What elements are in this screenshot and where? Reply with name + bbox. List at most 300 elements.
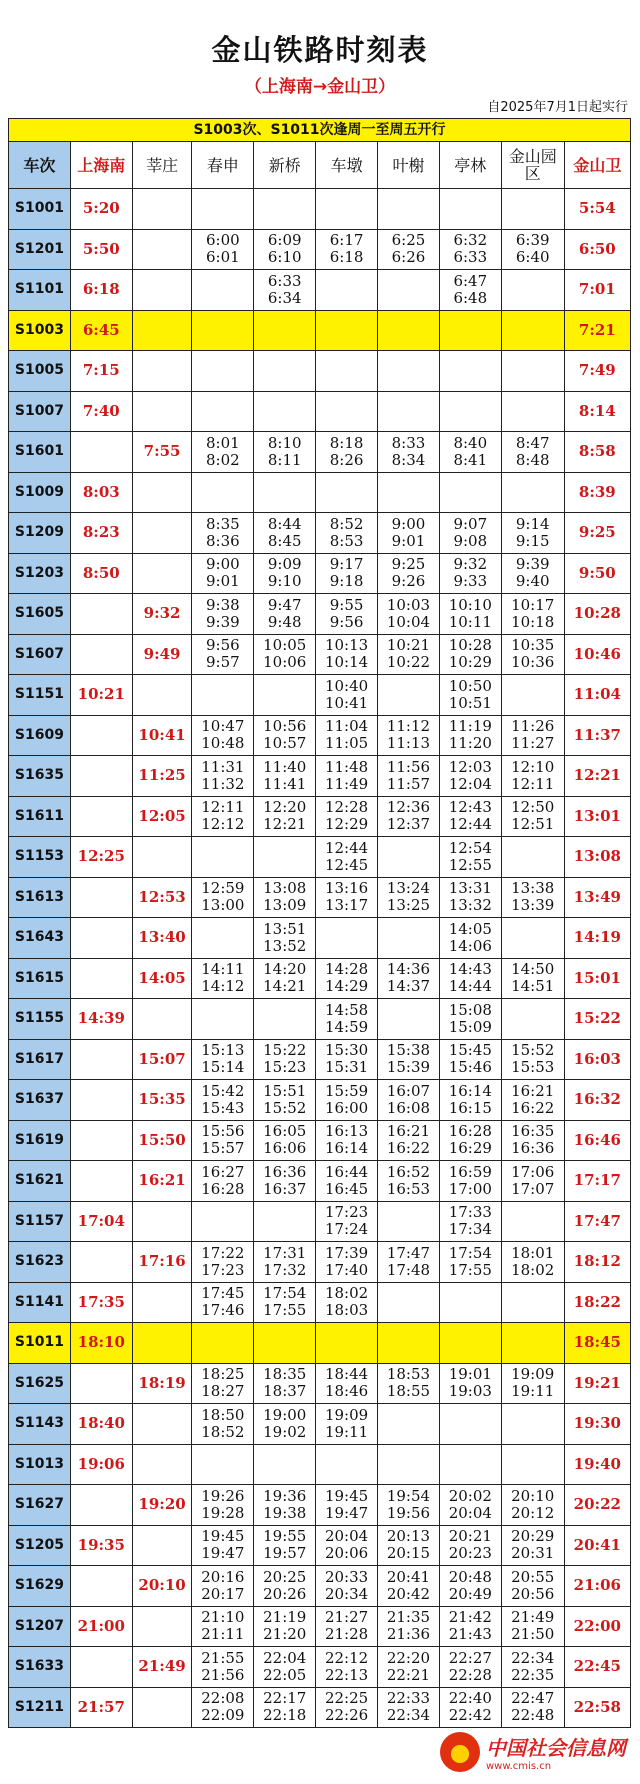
table-row [9, 999, 631, 1040]
table-row [9, 270, 631, 311]
time-cell: 12:03 12:04 [439, 756, 501, 797]
table-row [9, 229, 631, 270]
time-cell: 19:09 19:11 [316, 1404, 378, 1445]
time-cell: 9:17 9:18 [316, 553, 378, 594]
time-cell: 14:43 14:44 [439, 958, 501, 999]
time-cell: 11:25 [132, 756, 192, 797]
time-cell [316, 270, 378, 311]
time-cell: 10:13 10:14 [316, 634, 378, 675]
time-cell: 15:42 15:43 [192, 1080, 254, 1121]
time-cell [132, 391, 192, 432]
train-number: S1153 [9, 837, 71, 878]
time-cell: 12:54 12:55 [439, 837, 501, 878]
time-cell: 8:18 8:26 [316, 432, 378, 473]
time-cell: 11:31 11:32 [192, 756, 254, 797]
time-cell: 19:54 19:56 [378, 1485, 440, 1526]
time-cell [439, 189, 501, 230]
time-cell [501, 1323, 564, 1364]
table-row [9, 391, 631, 432]
time-cell: 21:49 21:50 [501, 1606, 564, 1647]
time-cell: 15:01 [564, 958, 630, 999]
time-cell: 13:38 13:39 [501, 877, 564, 918]
time-cell: 15:45 15:46 [439, 1039, 501, 1080]
table-row [9, 472, 631, 513]
time-cell: 20:29 20:31 [501, 1525, 564, 1566]
time-cell: 15:38 15:39 [378, 1039, 440, 1080]
time-cell: 9:00 9:01 [192, 553, 254, 594]
table-row [9, 1120, 631, 1161]
time-cell: 10:56 10:57 [254, 715, 316, 756]
time-cell [192, 351, 254, 392]
time-cell: 8:58 [564, 432, 630, 473]
time-cell: 17:31 17:32 [254, 1242, 316, 1283]
table-row [9, 1282, 631, 1323]
time-cell [501, 310, 564, 351]
table-row [9, 189, 631, 230]
time-cell [501, 837, 564, 878]
time-cell: 8:40 8:41 [439, 432, 501, 473]
time-cell [254, 351, 316, 392]
time-cell [254, 310, 316, 351]
time-cell [70, 1039, 132, 1080]
time-cell: 14:05 14:06 [439, 918, 501, 959]
time-cell [501, 391, 564, 432]
time-cell [132, 999, 192, 1040]
time-cell [316, 1323, 378, 1364]
time-cell: 14:58 14:59 [316, 999, 378, 1040]
time-cell [501, 1444, 564, 1485]
time-cell: 15:22 15:23 [254, 1039, 316, 1080]
train-number: S1201 [9, 229, 71, 270]
time-cell: 12:10 12:11 [501, 756, 564, 797]
time-cell: 13:31 13:32 [439, 877, 501, 918]
time-cell [192, 1444, 254, 1485]
time-cell: 19:06 [70, 1444, 132, 1485]
effective-date: 自2025年7月1日起实行 [487, 100, 628, 115]
time-cell: 8:47 8:48 [501, 432, 564, 473]
time-cell: 15:56 15:57 [192, 1120, 254, 1161]
time-cell: 22:27 22:28 [439, 1647, 501, 1688]
time-cell: 10:28 10:29 [439, 634, 501, 675]
table-row [9, 1363, 631, 1404]
time-cell: 5:50 [70, 229, 132, 270]
time-cell [316, 472, 378, 513]
time-cell [501, 1404, 564, 1445]
time-cell: 10:05 10:06 [254, 634, 316, 675]
time-cell: 17:54 17:55 [254, 1282, 316, 1323]
train-number: S1155 [9, 999, 71, 1040]
time-cell: 8:01 8:02 [192, 432, 254, 473]
table-row [9, 594, 631, 635]
time-cell: 22:34 22:35 [501, 1647, 564, 1688]
time-cell [439, 1404, 501, 1445]
time-cell: 9:56 9:57 [192, 634, 254, 675]
time-cell: 20:48 20:49 [439, 1566, 501, 1607]
time-cell: 15:50 [132, 1120, 192, 1161]
time-cell [378, 1323, 440, 1364]
time-cell: 18:25 18:27 [192, 1363, 254, 1404]
time-cell: 17:17 [564, 1161, 630, 1202]
time-cell: 17:47 17:48 [378, 1242, 440, 1283]
time-cell: 21:49 [132, 1647, 192, 1688]
time-cell: 19:30 [564, 1404, 630, 1445]
time-cell: 7:40 [70, 391, 132, 432]
time-cell: 14:36 14:37 [378, 958, 440, 999]
time-cell [501, 675, 564, 716]
time-cell: 13:08 13:09 [254, 877, 316, 918]
time-cell: 6:32 6:33 [439, 229, 501, 270]
time-cell: 19:01 19:03 [439, 1363, 501, 1404]
table-row [9, 310, 631, 351]
header-cell: 金山卫 [564, 142, 630, 189]
train-number: S1013 [9, 1444, 71, 1485]
train-number: S1205 [9, 1525, 71, 1566]
time-cell: 13:24 13:25 [378, 877, 440, 918]
time-cell: 22:08 22:09 [192, 1687, 254, 1728]
time-cell: 8:33 8:34 [378, 432, 440, 473]
train-number: S1143 [9, 1404, 71, 1445]
time-cell [192, 918, 254, 959]
time-cell: 17:23 17:24 [316, 1201, 378, 1242]
time-cell: 22:47 22:48 [501, 1687, 564, 1728]
train-number: S1605 [9, 594, 71, 635]
time-cell: 19:09 19:11 [501, 1363, 564, 1404]
table-row [9, 1201, 631, 1242]
time-cell [439, 310, 501, 351]
time-cell: 9:00 9:01 [378, 513, 440, 554]
time-cell [316, 1444, 378, 1485]
time-cell: 21:57 [70, 1687, 132, 1728]
table-row [9, 675, 631, 716]
time-cell [316, 351, 378, 392]
header-cell: 莘庄 [132, 142, 192, 189]
time-cell: 17:54 17:55 [439, 1242, 501, 1283]
time-cell: 15:13 15:14 [192, 1039, 254, 1080]
time-cell: 6:39 6:40 [501, 229, 564, 270]
table-row [9, 918, 631, 959]
time-cell: 13:51 13:52 [254, 918, 316, 959]
time-cell: 8:35 8:36 [192, 513, 254, 554]
time-cell: 18:53 18:55 [378, 1363, 440, 1404]
time-cell: 7:15 [70, 351, 132, 392]
time-cell [378, 918, 440, 959]
time-cell: 15:52 15:53 [501, 1039, 564, 1080]
time-cell: 6:47 6:48 [439, 270, 501, 311]
time-cell: 10:50 10:51 [439, 675, 501, 716]
time-cell: 21:10 21:11 [192, 1606, 254, 1647]
table-row [9, 634, 631, 675]
time-cell [439, 351, 501, 392]
header-cell: 新桥 [254, 142, 316, 189]
watermark-name: 中国社会信息网 [486, 1736, 626, 1760]
time-cell [192, 675, 254, 716]
time-cell: 19:26 19:28 [192, 1485, 254, 1526]
time-cell: 15:51 15:52 [254, 1080, 316, 1121]
time-cell: 14:50 14:51 [501, 958, 564, 999]
time-cell: 8:39 [564, 472, 630, 513]
time-cell: 18:35 18:37 [254, 1363, 316, 1404]
time-cell: 12:25 [70, 837, 132, 878]
time-cell [439, 1323, 501, 1364]
time-cell [378, 1404, 440, 1445]
table-row [9, 432, 631, 473]
train-number: S1633 [9, 1647, 71, 1688]
table-row [9, 1161, 631, 1202]
time-cell [378, 675, 440, 716]
time-cell: 10:21 10:22 [378, 634, 440, 675]
time-cell [378, 391, 440, 432]
time-cell: 22:00 [564, 1606, 630, 1647]
time-cell: 11:37 [564, 715, 630, 756]
time-cell: 11:56 11:57 [378, 756, 440, 797]
time-cell: 11:12 11:13 [378, 715, 440, 756]
train-number: S1615 [9, 958, 71, 999]
time-cell: 9:47 9:48 [254, 594, 316, 635]
train-number: S1613 [9, 877, 71, 918]
time-cell [501, 1201, 564, 1242]
time-cell: 7:21 [564, 310, 630, 351]
time-cell: 9:38 9:39 [192, 594, 254, 635]
time-cell [439, 472, 501, 513]
time-cell: 22:40 22:42 [439, 1687, 501, 1728]
train-number: S1005 [9, 351, 71, 392]
train-number: S1211 [9, 1687, 71, 1728]
time-cell: 9:55 9:56 [316, 594, 378, 635]
time-cell: 19:21 [564, 1363, 630, 1404]
time-cell: 10:28 [564, 594, 630, 635]
time-cell [70, 1566, 132, 1607]
table-row [9, 877, 631, 918]
table-row [9, 715, 631, 756]
time-cell: 21:27 21:28 [316, 1606, 378, 1647]
train-number: S1209 [9, 513, 71, 554]
time-cell [378, 270, 440, 311]
train-number: S1619 [9, 1120, 71, 1161]
time-cell [70, 1485, 132, 1526]
time-cell: 11:26 11:27 [501, 715, 564, 756]
train-number: S1001 [9, 189, 71, 230]
time-cell [378, 1201, 440, 1242]
time-cell: 13:01 [564, 796, 630, 837]
time-cell: 17:45 17:46 [192, 1282, 254, 1323]
time-cell: 11:04 [564, 675, 630, 716]
train-number: S1637 [9, 1080, 71, 1121]
time-cell: 10:35 10:36 [501, 634, 564, 675]
table-row [9, 1647, 631, 1688]
time-cell: 14:28 14:29 [316, 958, 378, 999]
time-cell: 8:10 8:11 [254, 432, 316, 473]
train-number: S1007 [9, 391, 71, 432]
time-cell: 16:03 [564, 1039, 630, 1080]
train-number: S1601 [9, 432, 71, 473]
time-cell: 16:28 16:29 [439, 1120, 501, 1161]
time-cell: 19:35 [70, 1525, 132, 1566]
time-cell [192, 472, 254, 513]
time-cell: 16:21 16:22 [501, 1080, 564, 1121]
time-cell: 6:25 6:26 [378, 229, 440, 270]
time-cell: 11:48 11:49 [316, 756, 378, 797]
time-cell: 9:14 9:15 [501, 513, 564, 554]
time-cell: 16:32 [564, 1080, 630, 1121]
time-cell: 9:32 9:33 [439, 553, 501, 594]
time-cell [501, 918, 564, 959]
time-cell: 13:08 [564, 837, 630, 878]
train-number: S1203 [9, 553, 71, 594]
time-cell: 19:55 19:57 [254, 1525, 316, 1566]
time-cell: 21:55 21:56 [192, 1647, 254, 1688]
time-cell: 6:45 [70, 310, 132, 351]
time-cell [132, 472, 192, 513]
time-cell [70, 958, 132, 999]
time-cell: 12:59 13:00 [192, 877, 254, 918]
watermark [440, 1732, 626, 1772]
time-cell: 18:12 [564, 1242, 630, 1283]
time-cell [70, 634, 132, 675]
time-cell: 17:06 17:07 [501, 1161, 564, 1202]
time-cell [501, 999, 564, 1040]
header-cell: 车墩 [316, 142, 378, 189]
time-cell: 14:39 [70, 999, 132, 1040]
time-cell: 10:17 10:18 [501, 594, 564, 635]
train-number: S1627 [9, 1485, 71, 1526]
table-row [9, 796, 631, 837]
table-row [9, 351, 631, 392]
time-cell: 12:11 12:12 [192, 796, 254, 837]
time-cell [70, 1080, 132, 1121]
time-cell: 9:39 9:40 [501, 553, 564, 594]
time-cell [254, 1444, 316, 1485]
time-cell [192, 837, 254, 878]
train-number: S1609 [9, 715, 71, 756]
table-row [9, 1404, 631, 1445]
service-banner: S1003次、S1011次逢周一至周五开行 [9, 119, 631, 142]
train-number: S1011 [9, 1323, 71, 1364]
time-cell [70, 756, 132, 797]
time-cell: 12:28 12:29 [316, 796, 378, 837]
time-cell: 9:07 9:08 [439, 513, 501, 554]
time-cell [132, 1687, 192, 1728]
table-row [9, 1039, 631, 1080]
time-cell: 11:19 11:20 [439, 715, 501, 756]
time-cell [132, 1444, 192, 1485]
time-cell [254, 837, 316, 878]
header-cell: 上海南 [70, 142, 132, 189]
time-cell [501, 351, 564, 392]
time-cell: 9:25 9:26 [378, 553, 440, 594]
time-cell: 12:05 [132, 796, 192, 837]
time-cell [316, 391, 378, 432]
time-cell [378, 999, 440, 1040]
table-row [9, 1606, 631, 1647]
time-cell: 20:41 20:42 [378, 1566, 440, 1607]
time-cell: 22:45 [564, 1647, 630, 1688]
time-cell: 16:21 [132, 1161, 192, 1202]
time-cell [70, 1120, 132, 1161]
time-cell: 15:59 16:00 [316, 1080, 378, 1121]
time-cell [254, 391, 316, 432]
time-cell: 14:20 14:21 [254, 958, 316, 999]
time-cell: 18:44 18:46 [316, 1363, 378, 1404]
time-cell: 14:05 [132, 958, 192, 999]
train-number: S1207 [9, 1606, 71, 1647]
time-cell [70, 1242, 132, 1283]
table-row [9, 513, 631, 554]
time-cell [192, 999, 254, 1040]
time-cell: 17:39 17:40 [316, 1242, 378, 1283]
time-cell [192, 310, 254, 351]
table-row [9, 1242, 631, 1283]
time-cell: 10:47 10:48 [192, 715, 254, 756]
time-cell [70, 715, 132, 756]
time-cell: 7:55 [132, 432, 192, 473]
time-cell: 7:01 [564, 270, 630, 311]
time-cell: 22:17 22:18 [254, 1687, 316, 1728]
train-number: S1009 [9, 472, 71, 513]
table-row [9, 756, 631, 797]
time-cell [132, 1282, 192, 1323]
time-cell: 8:50 [70, 553, 132, 594]
time-cell: 12:20 12:21 [254, 796, 316, 837]
time-cell: 10:21 [70, 675, 132, 716]
time-cell: 18:01 18:02 [501, 1242, 564, 1283]
time-cell [316, 189, 378, 230]
time-cell: 19:40 [564, 1444, 630, 1485]
time-cell: 15:22 [564, 999, 630, 1040]
time-cell: 18:40 [70, 1404, 132, 1445]
time-cell: 9:32 [132, 594, 192, 635]
timetable [8, 118, 631, 1728]
time-cell: 15:08 15:09 [439, 999, 501, 1040]
time-cell [132, 675, 192, 716]
time-cell [501, 189, 564, 230]
time-cell: 9:25 [564, 513, 630, 554]
time-cell: 18:22 [564, 1282, 630, 1323]
time-cell: 16:52 16:53 [378, 1161, 440, 1202]
time-cell: 10:46 [564, 634, 630, 675]
time-cell: 22:25 22:26 [316, 1687, 378, 1728]
time-cell: 16:21 16:22 [378, 1120, 440, 1161]
time-cell [192, 1201, 254, 1242]
time-cell: 10:10 10:11 [439, 594, 501, 635]
time-cell: 21:06 [564, 1566, 630, 1607]
table-row [9, 1525, 631, 1566]
time-cell: 12:43 12:44 [439, 796, 501, 837]
time-cell: 22:20 22:21 [378, 1647, 440, 1688]
time-cell [378, 189, 440, 230]
train-number: S1617 [9, 1039, 71, 1080]
time-cell: 10:41 [132, 715, 192, 756]
time-cell: 16:44 16:45 [316, 1161, 378, 1202]
time-cell: 17:47 [564, 1201, 630, 1242]
time-cell: 9:09 9:10 [254, 553, 316, 594]
table-row [9, 1323, 631, 1364]
time-cell [70, 432, 132, 473]
time-cell: 16:07 16:08 [378, 1080, 440, 1121]
time-cell: 9:50 [564, 553, 630, 594]
time-cell [132, 229, 192, 270]
time-cell: 6:17 6:18 [316, 229, 378, 270]
table-row [9, 553, 631, 594]
watermark-url: www.cmis.cn [486, 1761, 552, 1772]
time-cell [501, 1282, 564, 1323]
time-cell: 16:13 16:14 [316, 1120, 378, 1161]
time-cell: 15:30 15:31 [316, 1039, 378, 1080]
time-cell: 6:33 6:34 [254, 270, 316, 311]
time-cell [378, 351, 440, 392]
time-cell: 12:53 [132, 877, 192, 918]
time-cell [192, 189, 254, 230]
time-cell: 22:33 22:34 [378, 1687, 440, 1728]
